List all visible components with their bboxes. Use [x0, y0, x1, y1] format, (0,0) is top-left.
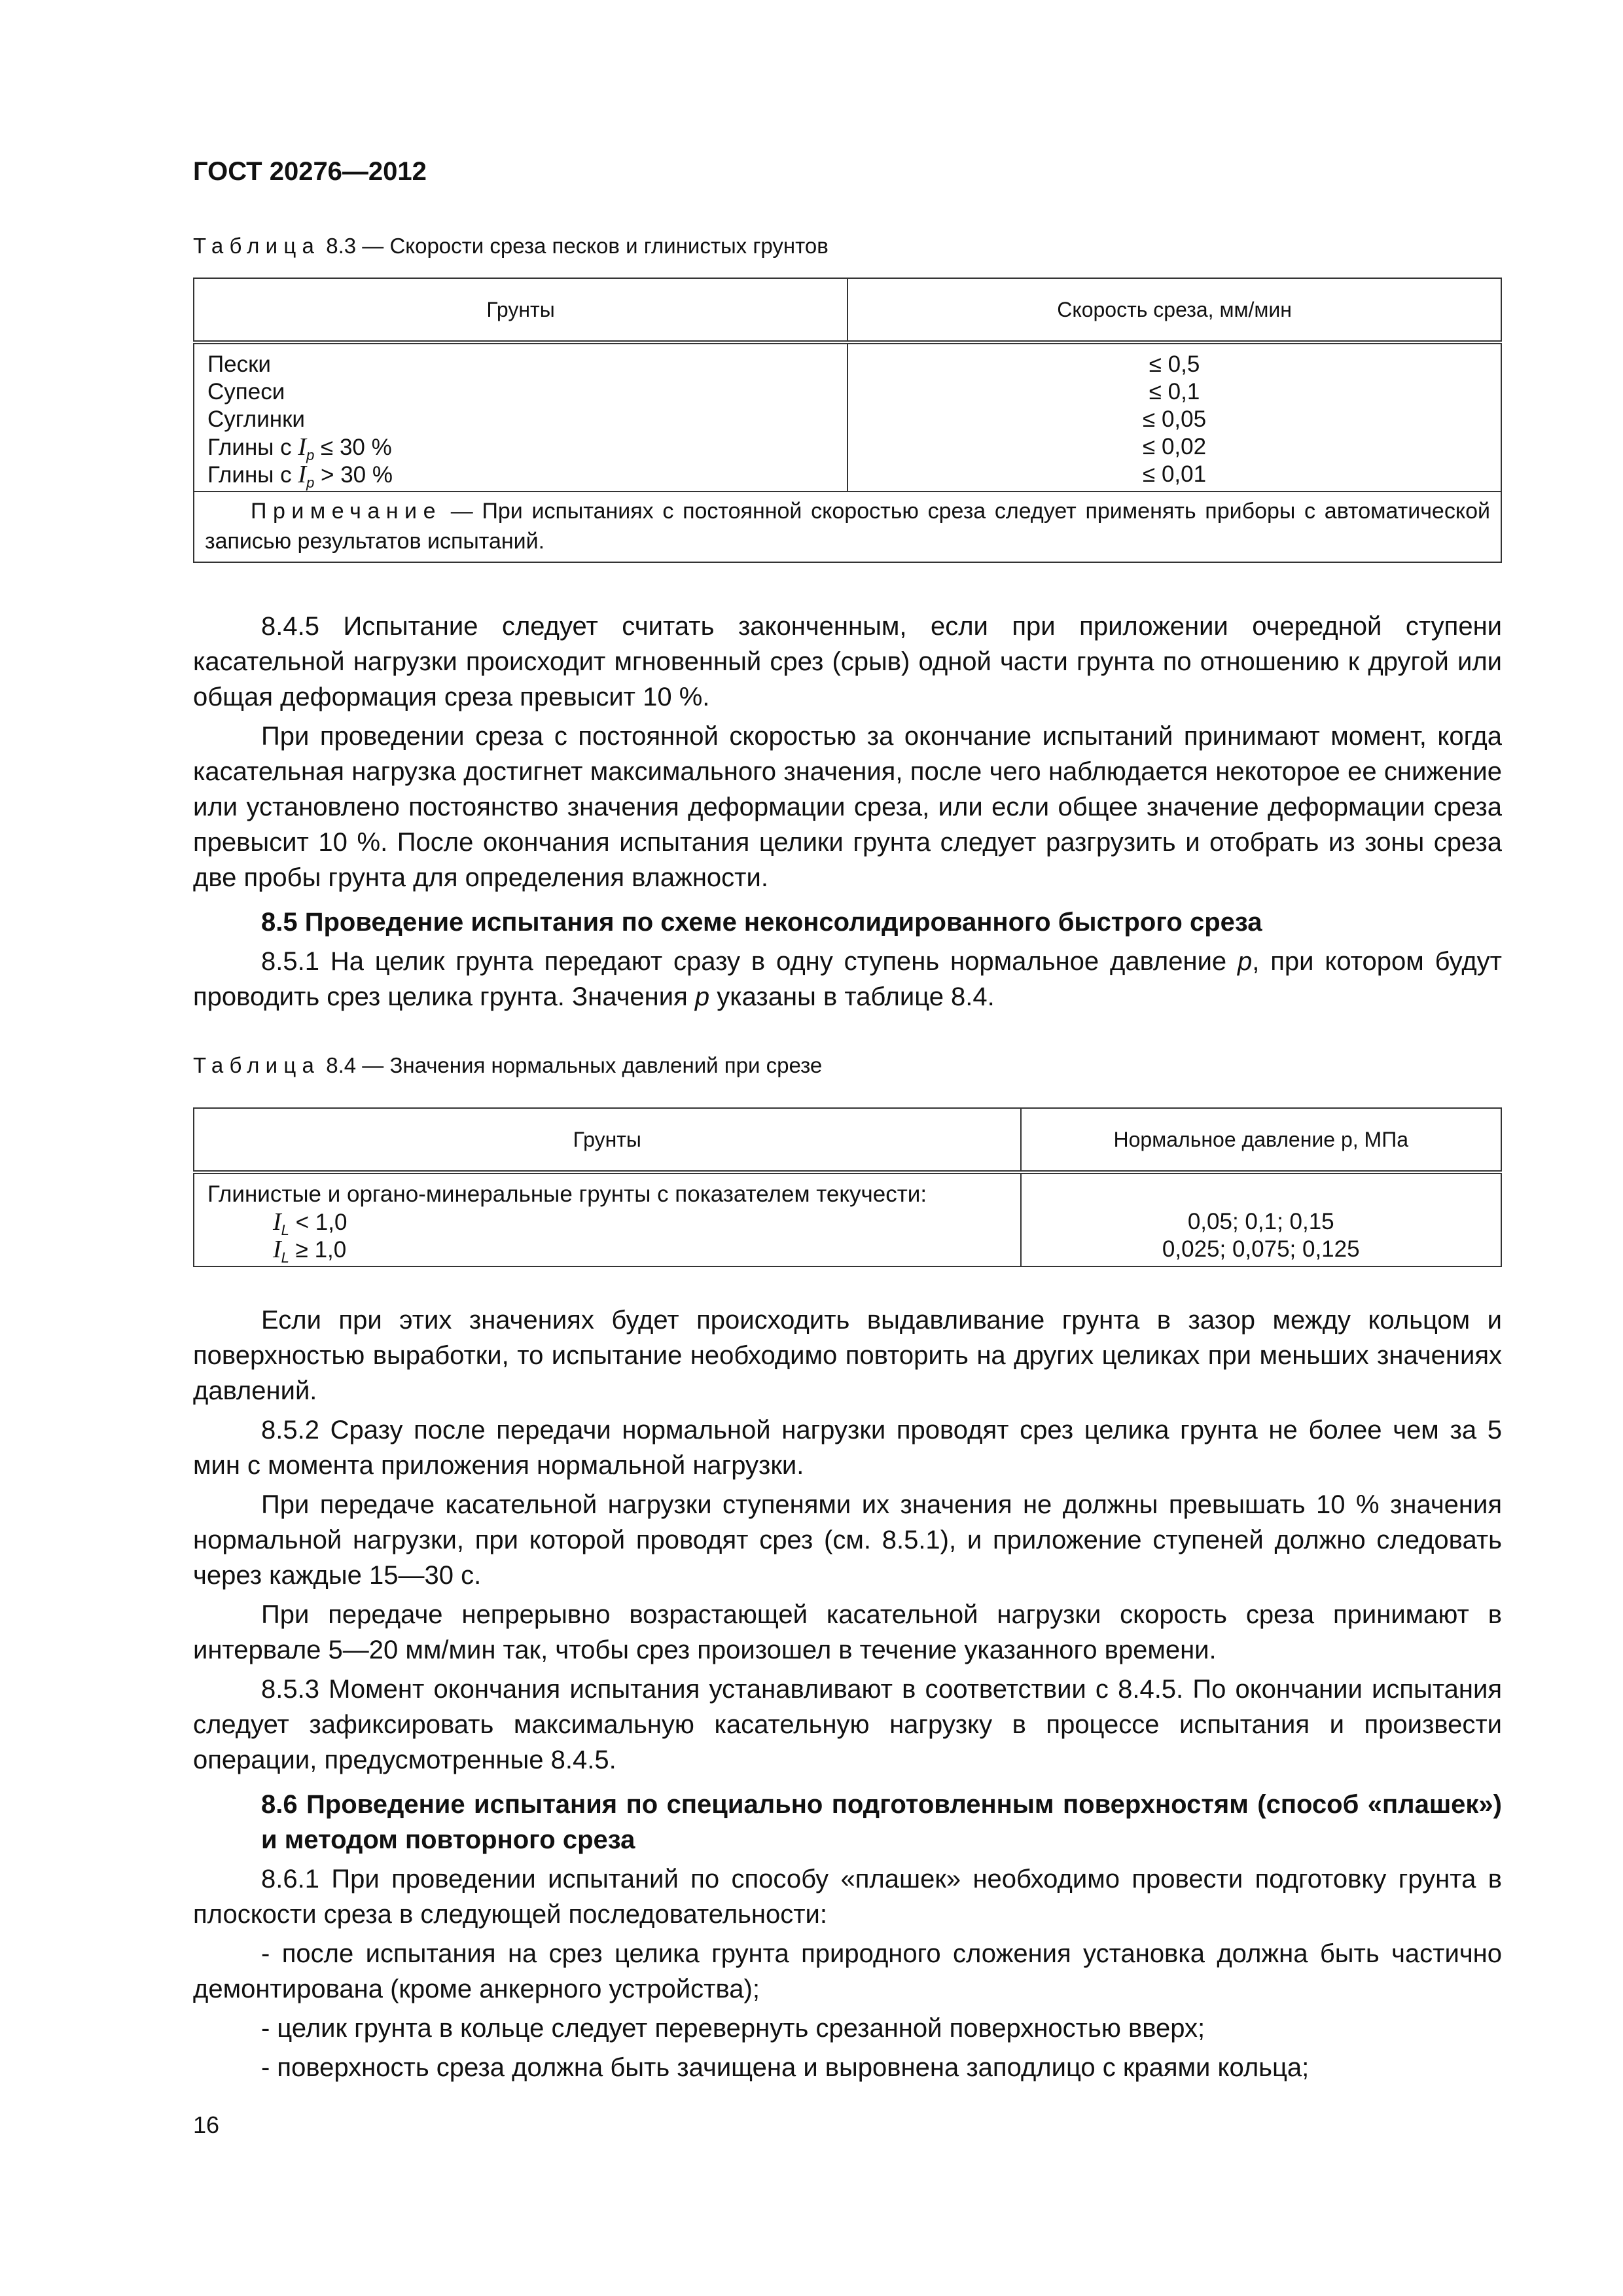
table-row — [194, 342, 1501, 492]
soil-type: Супеси — [207, 379, 285, 404]
soil-types-cell — [194, 342, 847, 492]
paragraph: При проведении среза с постоянной скоростью за окончание испытаний принимают момент, когда касательная нагрузка достигнет максимального значения, после чего наблюдается некоторое ее снижение или установлено постоянство значения деформации среза, или если общее значение деформации среза превысит 10 %. После окончания испытания целики грунта следует разгрузить и отобрать из зоны среза две пробы грунта для определения влажности. — [193, 722, 1502, 892]
paragraph: 8.5.3 Момент окончания испытания устанавливают в соответствии с 8.4.5. По окончании испытания следует зафиксировать максимальную касательную нагрузку в процессе испытания и произвести операции, предусмотренные 8.4.5. — [193, 1675, 1502, 1774]
spacer-line — [1022, 1181, 1501, 1208]
paragraph: 8.5.2 Сразу после передачи нормальной нагрузки проводят срез целика грунта не более чем за 5 мин с момента приложения нормальной нагрузки. — [193, 1416, 1502, 1480]
soil-type: Глины с $I_p \le 30$ % — [207, 433, 392, 463]
table-8-3-caption — [193, 233, 829, 259]
paragraph: 8.6.1 При проведении испытаний по способу «плашек» необходимо провести подготовку грунта в плоскости среза в следующей последовательности: — [193, 1865, 1502, 1929]
page-number: 16 — [193, 2111, 220, 2138]
shear-rate-values-cell — [847, 342, 1501, 492]
table-row — [194, 1172, 1501, 1266]
soil-type: Суглинки — [207, 406, 305, 432]
table-8-3 — [193, 278, 1502, 563]
paragraph: При передаче непрерывно возрастающей касательной нагрузки скорость среза принимают в интервале 5—20 мм/мин так, чтобы срез произошел в течение указанного времени. — [193, 1600, 1502, 1664]
shear-rate-value: ≤ 0,01 — [1143, 461, 1207, 487]
soil-type: Глины с $I_p > 30$ % — [207, 461, 393, 491]
table-header-normal-pressure: Нормальное давление р, МПа — [1021, 1108, 1502, 1172]
list-item: - целик грунта в кольце следует перевернуть срезанной поверхностью вверх; — [261, 2014, 1205, 2043]
table-8-4-caption — [193, 1052, 822, 1079]
liquidity-index-condition: $I_L \ge 1,0$ — [273, 1236, 347, 1266]
section-8-5-body — [193, 1302, 1502, 2085]
section-8-4-5 — [193, 609, 1502, 1014]
pressure-value: 0,05; 0,1; 0,15 — [1187, 1209, 1334, 1234]
document-header: ГОСТ 20276—2012 — [193, 157, 427, 186]
soil-description-cell — [194, 1172, 1021, 1266]
table-8-4 — [193, 1107, 1502, 1267]
soil-type: Пески — [207, 351, 271, 377]
liquidity-index-condition: $I_L < 1,0$ — [273, 1208, 348, 1238]
table-caption-text: 8.3 — Скорости среза песков и глинистых грунтов — [320, 234, 829, 258]
paragraph-8-5-1: 8.5.1 На целик грунта передают сразу в одну ступень нормальное давление р, при котором будут проводить срез целика грунта. Значения р указаны в таблице 8.4. — [193, 947, 1503, 1011]
paragraph: 8.4.5 Испытание следует считать законченным, если при приложении очередной ступени касательной нагрузки происходит мгновенный срез (срыв) одной части грунта по отношению к другой или общая деформация среза превысит 10 %. — [193, 612, 1502, 711]
table-note — [194, 492, 1501, 562]
table-caption-text: 8.4 — Значения нормальных давлений при срезе — [320, 1053, 823, 1077]
pressure-value: 0,025; 0,075; 0,125 — [1162, 1236, 1360, 1262]
note-text: — При испытаниях с постоянной скоростью среза следует применять приборы с автоматической записью результатов испытаний. — [205, 499, 1490, 554]
note-word: Примечание — [251, 499, 442, 524]
shear-rate-value: ≤ 0,5 — [1149, 351, 1200, 377]
row-title: Глинистые и органо-минеральные грунты с показателем текучести: — [207, 1181, 927, 1207]
section-heading-8-6: 8.6 Проведение испытания по специально подготовленным поверхностям (способ «плашек») и методом повторного среза — [261, 1790, 1502, 1854]
section-heading-8-5: 8.5 Проведение испытания по схеме неконсолидированного быстрого среза — [261, 908, 1262, 937]
shear-rate-value: ≤ 0,1 — [1149, 379, 1200, 404]
paragraph: Если при этих значениях будет происходить выдавливание грунта в зазор между кольцом и поверхностью выработки, то испытание необходимо повторить на других целиках при меньших значениях давлений. — [193, 1306, 1502, 1405]
table-header-shear-rate: Скорость среза, мм/мин — [847, 278, 1501, 342]
paragraph: При передаче касательной нагрузки ступенями их значения не должны превышать 10 % значения нормальной нагрузки, при которой проводят срез (см. 8.5.1), и приложение ступеней должно следовать через каждые 15—30 с. — [193, 1490, 1502, 1590]
table-caption-word: Таблица — [193, 234, 321, 258]
list-item: - после испытания на срез целика грунта природного сложения установка должна быть частично демонтирована (кроме анкерного устройства); — [193, 1939, 1502, 2003]
list-item: - поверхность среза должна быть зачищена и выровнена заподлицо с краями кольца; — [261, 2053, 1310, 2082]
table-caption-word: Таблица — [193, 1053, 321, 1077]
pressure-values-cell — [1021, 1172, 1502, 1266]
table-note-row — [194, 492, 1501, 562]
shear-rate-value: ≤ 0,05 — [1143, 406, 1207, 432]
table-header-soils: Грунты — [194, 278, 847, 342]
table-header-soils: Грунты — [194, 1108, 1021, 1172]
shear-rate-value: ≤ 0,02 — [1143, 434, 1207, 459]
